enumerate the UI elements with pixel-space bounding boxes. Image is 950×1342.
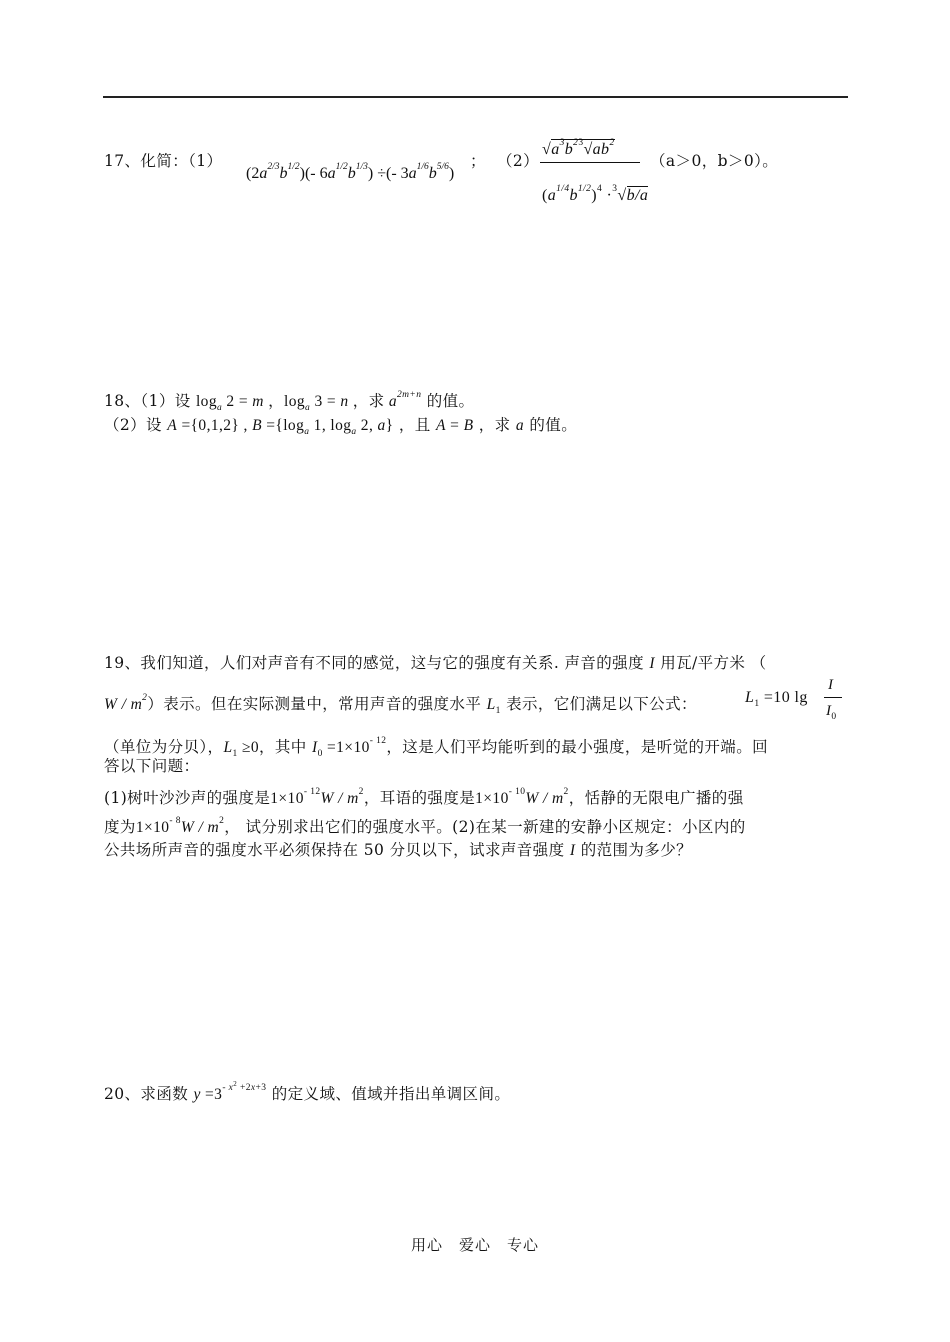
q17-fraction-bar: [540, 162, 640, 163]
q19-var-I-2: I: [569, 842, 576, 859]
q19-L1-ge0: $L_1 \ge 0$: [223, 739, 259, 759]
q20-suffix: 的定义域、值域并指出单调区间。: [271, 1085, 511, 1104]
q19-formula-num: I: [828, 677, 834, 693]
q18-var-a: a: [515, 417, 525, 434]
q20-line: [104, 1073, 510, 1106]
q19-line2: [104, 687, 697, 722]
q19-line5: [104, 781, 744, 810]
q19-var-L1: $L_1$: [486, 696, 501, 716]
q18-eq-log2: $\log_a 2 = m$ ，$\log_a 3 = n$ ，求 $a^{2m+n}$: [195, 390, 422, 413]
q19-l1b-text: 用瓦/平方米 （: [660, 654, 767, 672]
q19-leaves: $1\times 10^{- 12}W / m^2$: [270, 787, 364, 807]
header-rule: [103, 96, 848, 98]
q18-line2-mid: ，且: [398, 416, 431, 434]
q19-l5b-text: ，耳语的强度是: [363, 789, 476, 807]
q18-line2-mid2: ，求: [478, 416, 511, 434]
q18-A-eq-B: A = B: [435, 417, 474, 434]
q19-formula-bar: [824, 697, 842, 698]
q19-line7: [104, 839, 692, 862]
q17-separator: ；: [470, 152, 486, 170]
q19-formula: $L_1 =10$ lg: [745, 689, 808, 709]
q19-var-I: I: [649, 655, 655, 672]
q19-line3: [104, 730, 768, 765]
q18-line2-suffix: 的值。: [529, 416, 578, 434]
q19-whisper: $1\times 10^{- 10}W / m^2$: [475, 787, 569, 807]
q19-l3b-text: ，其中: [258, 738, 307, 756]
q18-line2: [104, 414, 577, 443]
q19-l2a-text: ）表示。但在实际测量中，常用声音的强度水平: [147, 695, 482, 713]
q17-label: 17、化简：（1）: [104, 152, 223, 170]
q19-l6b-text: ， 试分别求出它们的强度水平。(2)在某一新建的安静小区规定：小区内的: [224, 818, 746, 836]
q19-I0-value: $I_0 =1\times 10^{- 12}$: [312, 736, 387, 759]
q19-l7b-text: 的范围为多少？: [580, 841, 693, 859]
q19-unit: W / $m^2$: [104, 693, 148, 713]
q18-line1-suffix: 的值。: [426, 392, 475, 410]
q20-prefix: 20、求函数: [104, 1085, 189, 1104]
q19-l3a-text: （单位为分贝），: [104, 738, 224, 756]
q19-l2b-text: 表示，它们满足以下公式：: [506, 695, 697, 713]
page-footer: 用心 爱心 专心: [410, 1236, 539, 1254]
q19-l5c-text: ，恬静的无限电广播的强: [568, 789, 744, 807]
q17-part2-label: （2）: [497, 152, 540, 170]
q19-line6: [104, 810, 746, 839]
q19-l1-text: 19、我们知道，人们对声音有不同的感觉，这与它的强度有关系. 声音的强度: [104, 654, 644, 672]
q19-l5a-text: (1)树叶沙沙声的强度是: [104, 789, 271, 807]
q18-set-A: A ={0,1,2} , $B =\{\log_a$ 1, $\log_a 2$, a}: [167, 417, 394, 437]
q17-denominator: $(a^{1/4}b^{1/2})^4 \cdot^3√b/a$: [542, 184, 649, 204]
q19-l3c-text: ，这是人们平均能听到的最小强度，是听觉的开端。回: [386, 738, 768, 756]
q19-line1: [104, 652, 767, 675]
q19-l6a-text: 度为: [104, 818, 136, 836]
q17-expression-1: $(2a^{2/3}b^{1/2})(-$ $6a^{1/2}b^{1/3}$) ÷(- $3a^{1/6}b^{5/6}$): [246, 162, 455, 182]
q19-line4: 答以下问题：: [104, 757, 200, 775]
q19-l7-text: 公共场所声音的强度水平必须保持在 50 分贝以下，试求声音强度: [104, 841, 565, 859]
q18-line1-prefix: 18、（1）设: [104, 392, 191, 410]
q19-radio: $1\times 10^{- 8}W / m^2$: [135, 816, 225, 836]
q17-numerator: $√a^3b^{23}√ab^2$: [542, 138, 615, 158]
q20-function: $y =3^{- x^2 +2x+3}$: [193, 1080, 267, 1104]
q19-formula-den: $I_0$: [826, 703, 837, 722]
q18-line2-prefix: （2）设: [104, 416, 162, 434]
q17-condition: （a＞0，b＞0）。: [650, 152, 779, 170]
